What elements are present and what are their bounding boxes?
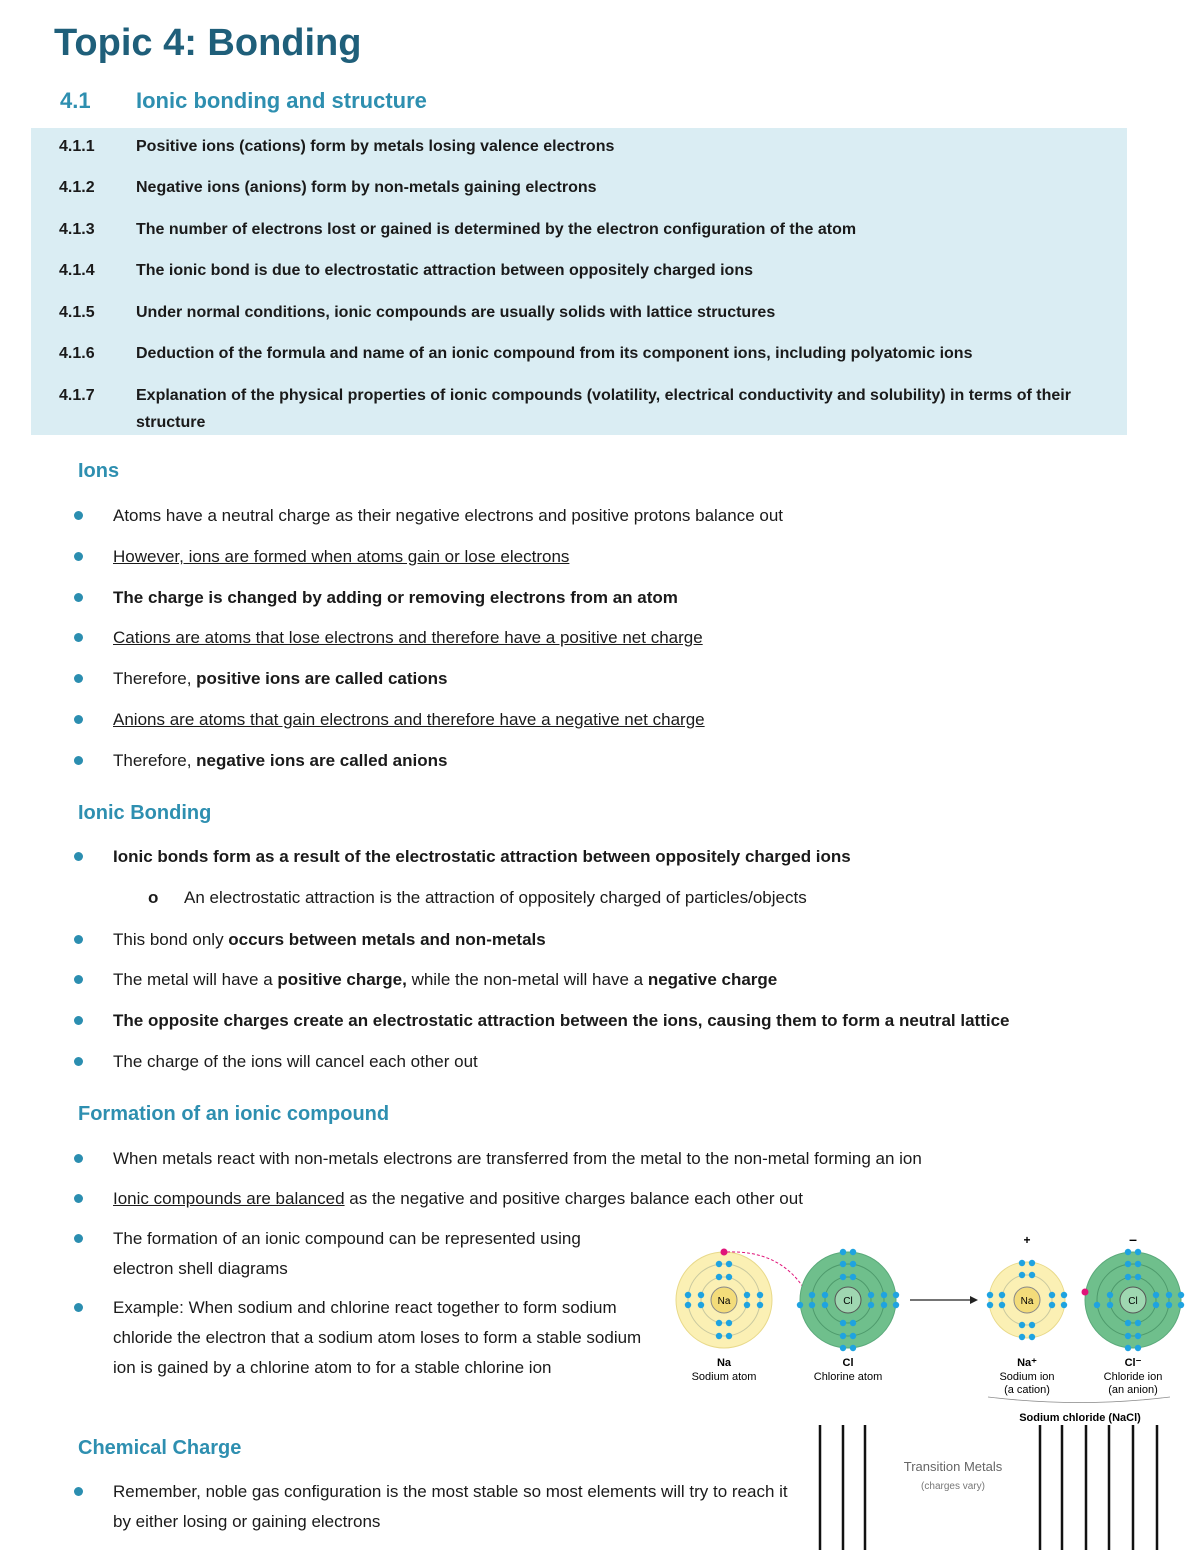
bullet-icon bbox=[74, 1057, 83, 1066]
objective-number: 4.1.1 bbox=[59, 138, 95, 155]
objective-number: 4.1.5 bbox=[59, 304, 95, 321]
svg-text:–: – bbox=[1129, 1231, 1137, 1247]
sodium-atom-icon bbox=[676, 1249, 772, 1349]
svg-text:Cl⁻: Cl⁻ bbox=[1124, 1357, 1142, 1369]
objective-text: Under normal conditions, ionic compounds are usually solids with lattice structures bbox=[136, 304, 776, 321]
bullet-icon bbox=[74, 511, 83, 520]
bullet-icon bbox=[74, 674, 83, 683]
periodic-table-fragment bbox=[800, 1425, 1180, 1550]
svg-text:Cl: Cl bbox=[842, 1357, 854, 1369]
page-title: Topic 4: Bonding bbox=[54, 22, 362, 64]
svg-text:Na: Na bbox=[1020, 1296, 1034, 1307]
bullet-icon bbox=[74, 935, 83, 944]
bullet-icon bbox=[74, 756, 83, 765]
svg-text:Sodium chloride (NaCl): Sodium chloride (NaCl) bbox=[1019, 1412, 1141, 1424]
objective-text: Negative ions (anions) form by non-metals gaining electrons bbox=[136, 179, 597, 196]
bullet-icon bbox=[74, 852, 83, 861]
chloride-ion-icon bbox=[1082, 1231, 1185, 1351]
bullet-icon bbox=[74, 975, 83, 984]
bullet-icon bbox=[74, 552, 83, 561]
chemical-charge-heading: Chemical Charge bbox=[78, 1437, 242, 1459]
transition-metals-label: Transition Metals bbox=[903, 1459, 1003, 1474]
bullet-icon bbox=[74, 1194, 83, 1203]
section-title: Ionic bonding and structure bbox=[136, 88, 427, 113]
bullet-icon bbox=[74, 1016, 83, 1025]
objective-number: 4.1.2 bbox=[59, 179, 95, 196]
svg-text:Na: Na bbox=[717, 1296, 731, 1307]
svg-text:Na: Na bbox=[716, 1357, 732, 1369]
svg-text:Sodium ion: Sodium ion bbox=[999, 1371, 1055, 1383]
electron-shell-diagram bbox=[670, 1230, 1195, 1430]
svg-text:Na⁺: Na⁺ bbox=[1017, 1357, 1037, 1369]
objective-text: Explanation of the physical properties of ionic compounds (volatility, electrical conductivity and solubility) in terms of their structure bbox=[136, 387, 1071, 431]
svg-text:Chloride ion: Chloride ion bbox=[1103, 1371, 1163, 1383]
objective-text: The number of electrons lost or gained is determined by the electron configuration of the atom bbox=[136, 221, 857, 238]
objective-number: 4.1.6 bbox=[59, 345, 95, 362]
charges-vary-label: (charges vary) bbox=[921, 1481, 985, 1492]
sub-bullet-marker: o bbox=[148, 888, 159, 907]
sodium-ion-icon bbox=[987, 1233, 1067, 1340]
chlorine-atom-icon bbox=[797, 1249, 899, 1351]
objectives-box bbox=[31, 128, 1127, 435]
objective-text: Deduction of the formula and name of an ionic compound from its component ions, including polyatomic ions bbox=[136, 345, 973, 362]
svg-text:Cl: Cl bbox=[1128, 1296, 1138, 1307]
bullet-icon bbox=[74, 633, 83, 642]
bullet-icon bbox=[74, 1234, 83, 1243]
svg-text:Chlorine atom: Chlorine atom bbox=[813, 1371, 883, 1383]
objective-number: 4.1.3 bbox=[59, 221, 95, 238]
ionic-bonding-heading: Ionic Bonding bbox=[78, 802, 212, 824]
bullet-icon bbox=[74, 1487, 83, 1496]
svg-text:+: + bbox=[1023, 1233, 1031, 1247]
objective-text: The ionic bond is due to electrostatic attraction between oppositely charged ions bbox=[136, 262, 753, 279]
bullet-icon bbox=[74, 593, 83, 602]
svg-text:(a cation): (a cation) bbox=[1004, 1384, 1050, 1396]
ions-heading: Ions bbox=[78, 460, 120, 482]
formation-heading: Formation of an ionic compound bbox=[78, 1103, 390, 1125]
svg-text:Cl: Cl bbox=[843, 1296, 853, 1307]
bullet-icon bbox=[74, 1154, 83, 1163]
svg-text:Sodium atom: Sodium atom bbox=[691, 1371, 757, 1383]
bullet-icon bbox=[74, 1303, 83, 1312]
objective-number: 4.1.7 bbox=[59, 387, 95, 404]
objective-number: 4.1.4 bbox=[59, 262, 95, 279]
section-number: 4.1 bbox=[60, 88, 91, 113]
bullet-icon bbox=[74, 715, 83, 724]
svg-text:(an anion): (an anion) bbox=[1108, 1384, 1158, 1396]
objective-text: Positive ions (cations) form by metals losing valence electrons bbox=[136, 138, 615, 155]
